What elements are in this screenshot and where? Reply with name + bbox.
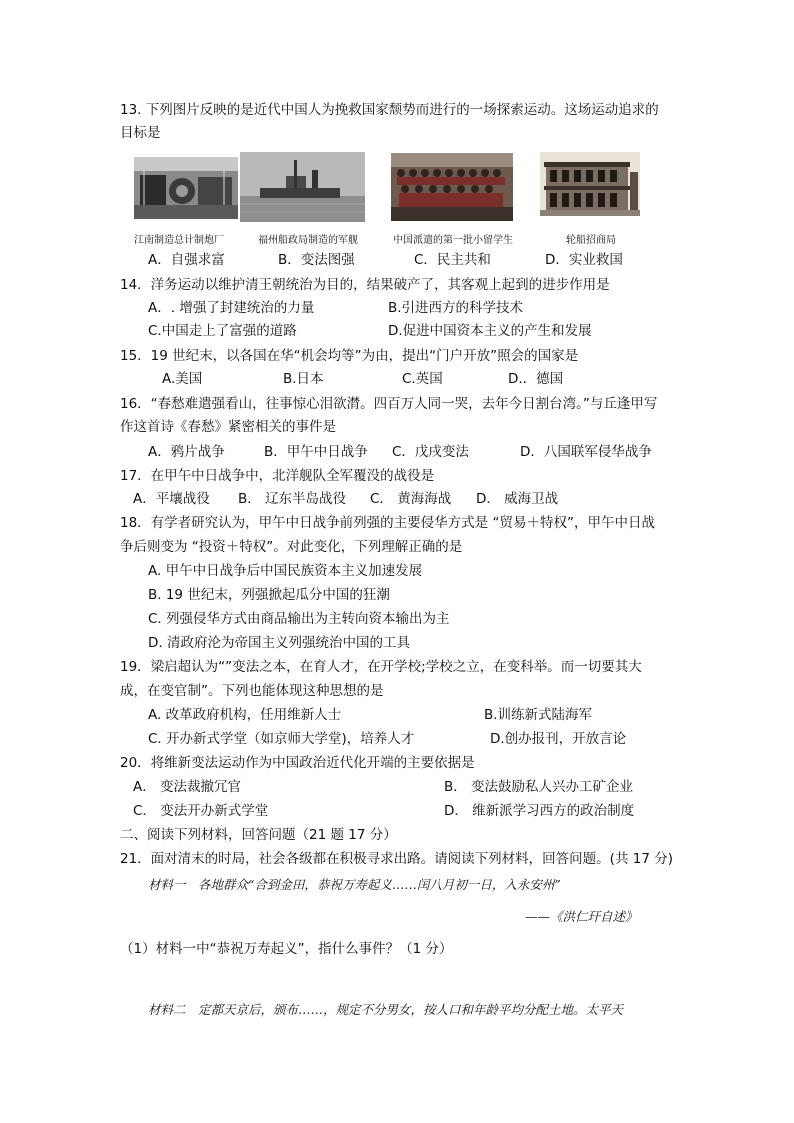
caption-warship: 福州船政局制造的军舰 bbox=[258, 235, 358, 246]
q15-option-d[interactable]: D.．德国 bbox=[508, 371, 564, 387]
warship-photo bbox=[240, 152, 365, 222]
q21-sub1: （1）材料一中“恭祝万寿起义”，指什么事件？（1 分） bbox=[120, 941, 453, 957]
q20-stem: 20．将维新变法运动作为中国政治近代化开端的主要依据是 bbox=[120, 755, 475, 771]
q18-option-d[interactable]: D. 清政府沦为帝国主义列强统治中国的工具 bbox=[148, 635, 410, 651]
q16-option-c[interactable]: C．戊戌变法 bbox=[392, 444, 469, 460]
q15-stem: 15．19 世纪末，以各国在华“机会均等”为由，提出“门户开放”照会的国家是 bbox=[120, 348, 579, 364]
factory-photo-image bbox=[134, 157, 238, 219]
q19-option-d[interactable]: D.创办报刊，开放言论 bbox=[490, 731, 627, 747]
q14-option-c[interactable]: C.中国走上了富强的道路 bbox=[148, 323, 297, 339]
q19-stem-line2: 成，在变官制”。下列也能体现这种思想的是 bbox=[120, 683, 384, 699]
q13-option-b[interactable]: B．变法图强 bbox=[278, 252, 355, 268]
q14-option-d[interactable]: D.促进中国资本主义的产生和发展 bbox=[388, 323, 592, 339]
q21-source1: ——《洪仁玕自述》 bbox=[525, 909, 638, 924]
q16-stem-line2: 作这首诗《春愁》紧密相关的事件是 bbox=[120, 419, 336, 435]
q19-option-a[interactable]: A. 改革政府机构，任用维新人士 bbox=[148, 707, 342, 723]
building-photo bbox=[540, 152, 640, 216]
q13-option-c[interactable]: C．民主共和 bbox=[414, 252, 491, 268]
q20-option-d[interactable]: D． 维新派学习西方的政治制度 bbox=[444, 803, 635, 819]
q16-option-b[interactable]: B．甲午中日战争 bbox=[264, 444, 368, 460]
q21-material2: 材料二 定都天京后，颁布……，规定不分男女，按人口和年龄平均分配土地。太平天 bbox=[148, 1002, 624, 1017]
q17-option-b[interactable]: B． 辽东半岛战役 bbox=[238, 491, 347, 507]
caption-students: 中国派遣的第一批小留学生 bbox=[393, 235, 513, 246]
q18-option-c[interactable]: C. 列强侵华方式由商品输出为主转向资本输出为主 bbox=[148, 611, 450, 627]
caption-building: 轮船招商局 bbox=[566, 235, 616, 246]
q15-option-a[interactable]: A.美国 bbox=[162, 371, 203, 387]
factory-photo bbox=[134, 157, 238, 219]
q15-option-b[interactable]: B.日本 bbox=[283, 371, 324, 387]
q20-option-b[interactable]: B． 变法鼓励私人兴办工矿企业 bbox=[444, 779, 634, 795]
q13-stem-line2: 目标是 bbox=[120, 125, 161, 141]
q13-option-a[interactable]: A．自强求富 bbox=[148, 252, 225, 268]
q21-material1: 材料一 各地群众“合到金田，恭祝万寿起义……闰八月初一日，入永安州” bbox=[148, 877, 561, 892]
q18-option-a[interactable]: A. 甲午中日战争后中国民族资本主义加速发展 bbox=[148, 563, 423, 579]
q17-option-d[interactable]: D． 威海卫战 bbox=[476, 491, 559, 507]
q17-option-a[interactable]: A．平壤战役 bbox=[133, 491, 210, 507]
q14-option-b[interactable]: B.引进西方的科学技术 bbox=[388, 300, 524, 316]
q20-option-a[interactable]: A． 变法裁撤冗官 bbox=[133, 779, 242, 795]
students-photo-image bbox=[391, 153, 513, 221]
q19-stem-line1: 19．梁启超认为“”变法之本，在育人才，在开学校;学校之立，在变科举。而一切要其大 bbox=[120, 659, 642, 675]
q16-stem-line1: 16．“春愁难遣强看山，往事惊心泪欲潸。四百万人同一哭，去年今日割台湾。”与丘逢甲写 bbox=[120, 396, 658, 412]
q19-option-c[interactable]: C. 开办新式学堂（如京师大学堂)，培养人才 bbox=[148, 731, 415, 747]
q20-option-c[interactable]: C． 变法开办新式学堂 bbox=[133, 803, 269, 819]
q17-option-c[interactable]: C． 黄海海战 bbox=[370, 491, 452, 507]
q14-stem: 14．洋务运动以维护清王朝统治为目的，结果破产了，其客观上起到的进步作用是 bbox=[120, 277, 610, 293]
q13-option-d[interactable]: D．实业救国 bbox=[545, 252, 623, 268]
q17-stem: 17．在甲午中日战争中，北洋舰队全军覆没的战役是 bbox=[120, 468, 435, 484]
q16-option-a[interactable]: A．鸦片战争 bbox=[148, 444, 225, 460]
q18-stem-line2: 争后则变为 “投资＋特权”。对此变化，下列理解正确的是 bbox=[120, 539, 463, 555]
section2-heading: 二、阅读下列材料，回答问题（21 题 17 分） bbox=[120, 827, 397, 843]
q18-stem-line1: 18．有学者研究认为，甲午中日战争前列强的主要侵华方式是 “贸易＋特权”，甲午中日战 bbox=[120, 515, 655, 531]
q19-option-b[interactable]: B.训练新式陆海军 bbox=[484, 707, 593, 723]
q21-stem: 21．面对清末的时局，社会各级都在积极寻求出路。请阅读下列材料，回答问题。(共 17 分) bbox=[120, 851, 673, 867]
q18-option-b[interactable]: B. 19 世纪末，列强掀起瓜分中国的狂潮 bbox=[148, 587, 390, 603]
warship-photo-image bbox=[240, 152, 365, 222]
students-photo bbox=[391, 153, 513, 221]
caption-factory: 江南制造总计制炮厂 bbox=[134, 235, 224, 246]
q16-option-d[interactable]: D．八国联军侵华战争 bbox=[520, 444, 652, 460]
building-photo-image bbox=[540, 152, 640, 216]
q15-option-c[interactable]: C.英国 bbox=[402, 371, 443, 387]
q13-stem-line1: 13. 下列图片反映的是近代中国人为挽救国家颓势而进行的一场探索运动。这场运动追求的 bbox=[120, 102, 659, 118]
q14-option-a[interactable]: A．. 增强了封建统治的力量 bbox=[148, 300, 315, 316]
